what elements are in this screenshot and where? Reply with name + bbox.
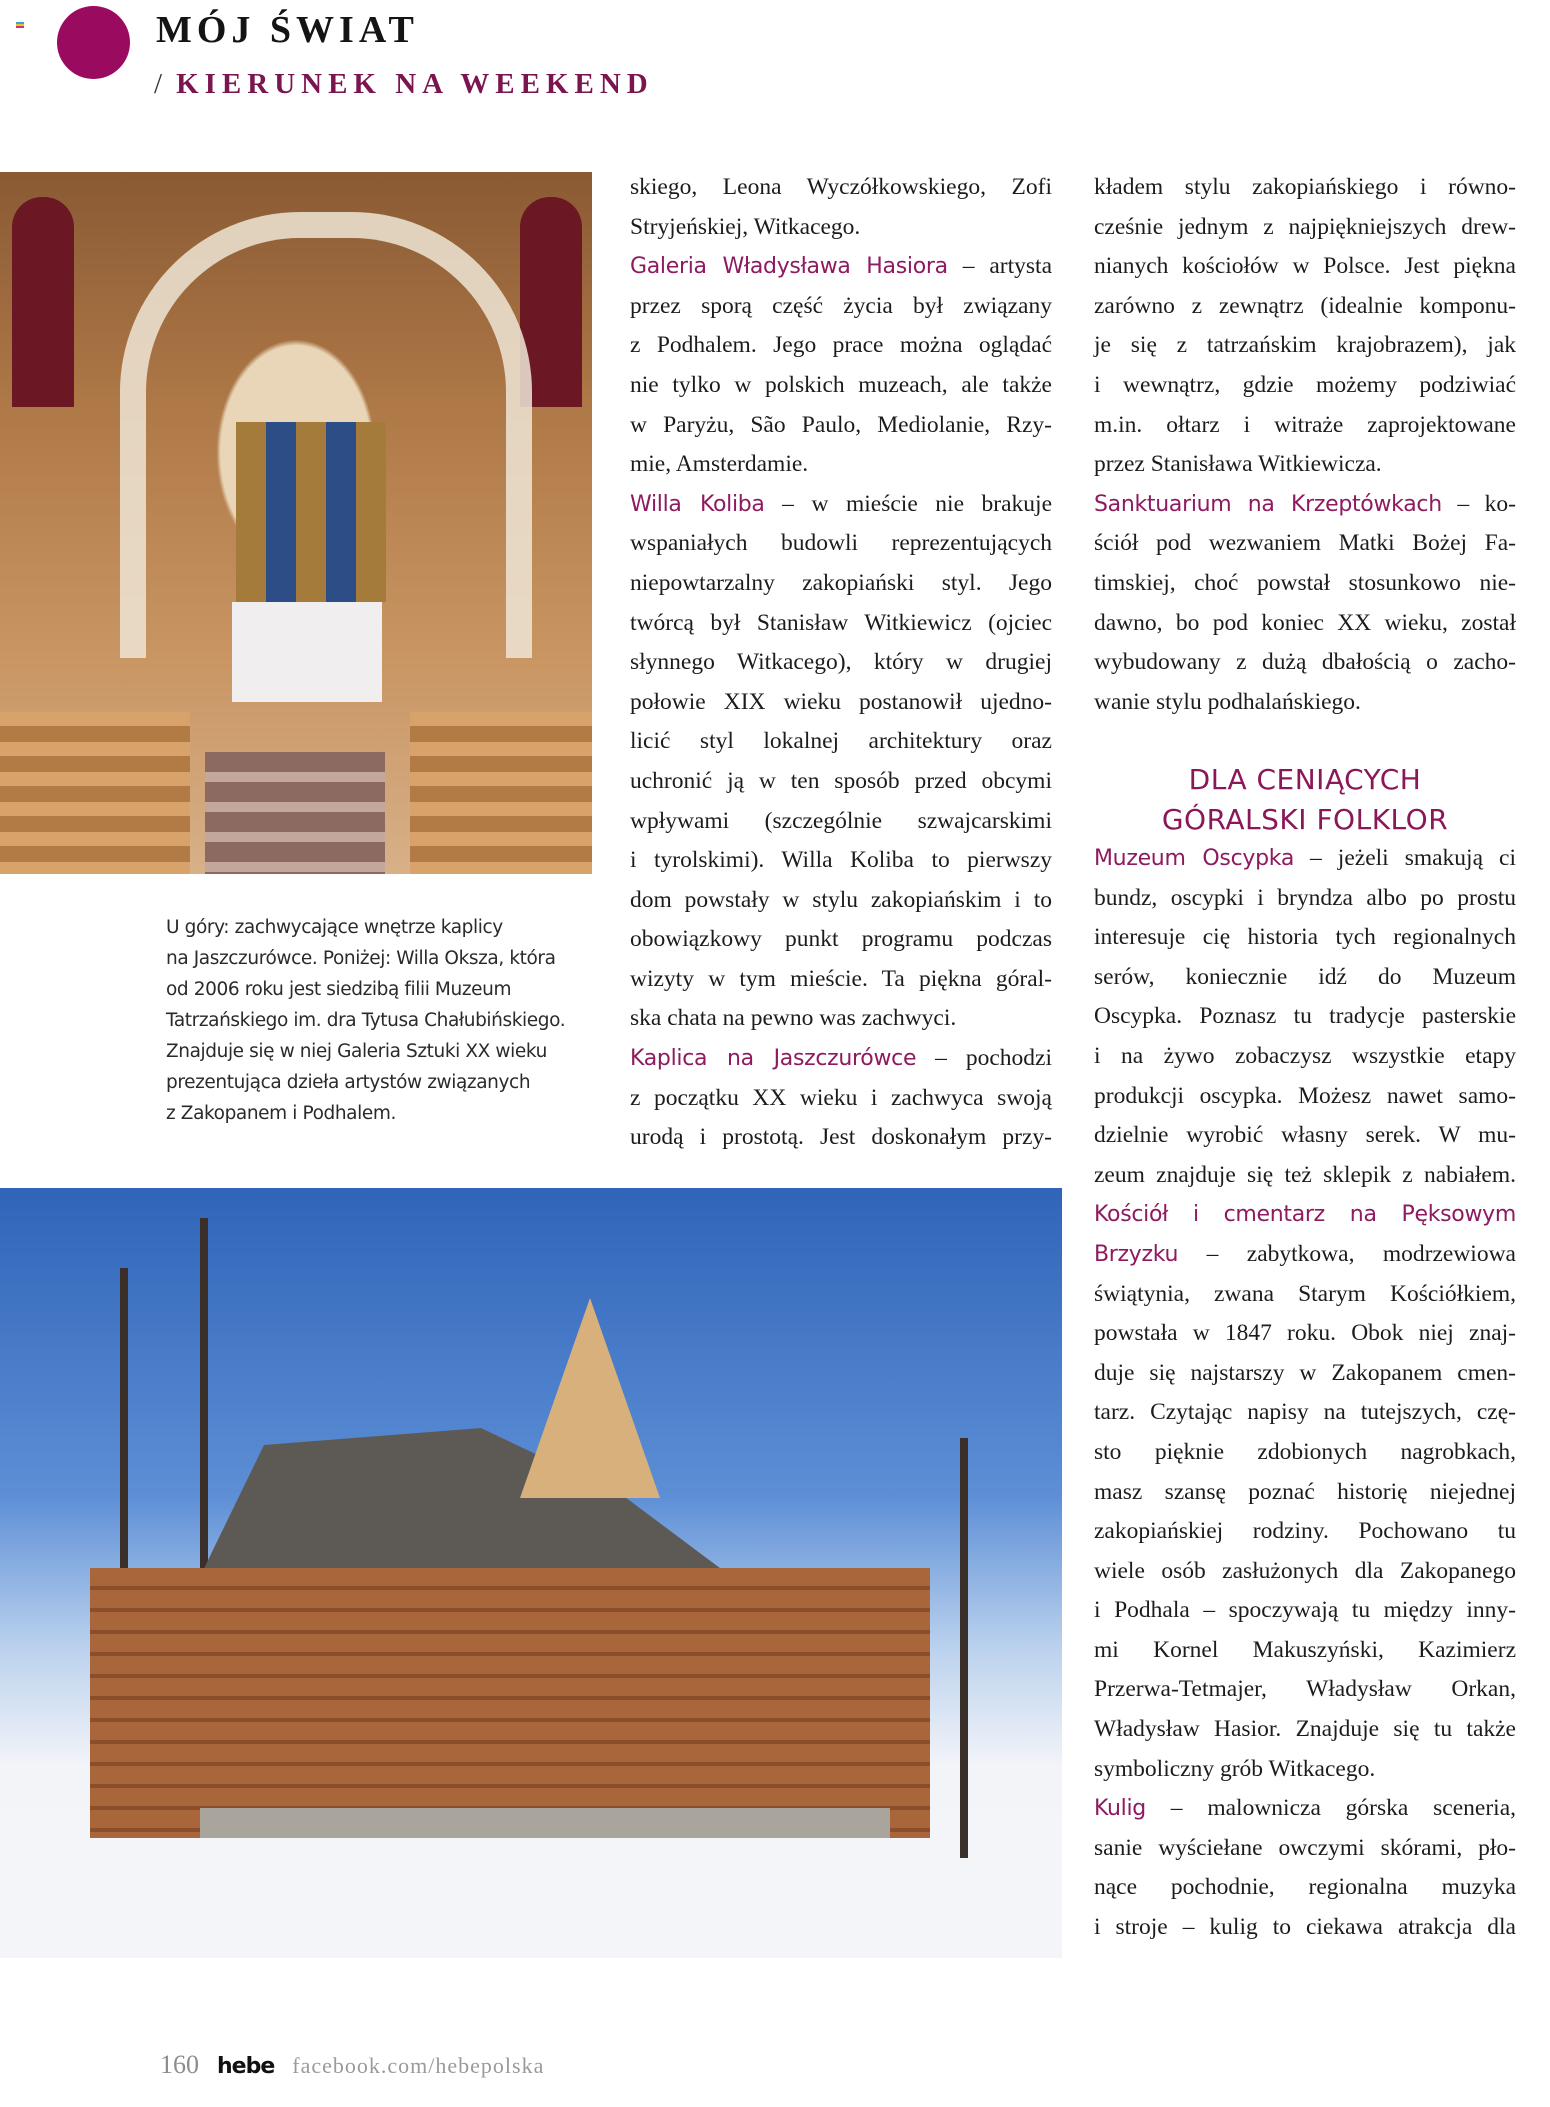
text-line xyxy=(1094,406,1516,446)
body-text: – w mieście nie brakuje xyxy=(764,490,1053,517)
text-line xyxy=(1094,879,1516,919)
text-line xyxy=(1094,1512,1516,1552)
body-text: przez Stanisława Witkiewicza. xyxy=(1094,451,1382,478)
body-text: zarówno z zewnątrz (idealnie komponu- xyxy=(1094,292,1516,319)
text-line xyxy=(1094,1750,1516,1790)
body-text: masz szansę poznać historię niejednej xyxy=(1094,1478,1516,1505)
chapel-interior-photo xyxy=(0,172,592,874)
text-line xyxy=(1094,485,1516,525)
text-line xyxy=(1094,1077,1516,1117)
text-line xyxy=(1094,247,1516,287)
body-text: twórcą był Stanisław Witkiewicz (ojciec xyxy=(630,609,1052,636)
print-crop-mark xyxy=(16,22,24,28)
text-line xyxy=(1094,643,1516,683)
body-text: niepowtarzalny zakopiański styl. Jego xyxy=(630,569,1052,596)
body-text: skiego, Leona Wyczółkowskiego, Zofi xyxy=(630,174,1052,200)
text-line xyxy=(630,999,1052,1039)
body-text: uchronić ją w ten sposób przed obcymi xyxy=(630,767,1052,794)
body-text: wybudowany z dużą dbałością o zacho- xyxy=(1094,649,1516,676)
body-text: tarz. Czytając napisy na tutejszych, czę- xyxy=(1094,1399,1516,1426)
subtitle-text: KIERUNEK NA WEEKEND xyxy=(176,68,654,100)
text-line xyxy=(630,643,1052,683)
section-heading xyxy=(1094,760,1516,840)
body-text: mi Kornel Makuszyński, Kazimierz xyxy=(1094,1636,1516,1663)
text-line xyxy=(1094,1473,1516,1513)
photo-detail xyxy=(12,197,74,407)
body-text: – ko- xyxy=(1441,490,1517,517)
photo-caption xyxy=(166,912,606,1129)
body-text: z Podhalem. Jego prace można oglądać xyxy=(630,332,1052,359)
body-text: nie tylko w polskich muzeach, ale także xyxy=(630,371,1052,398)
text-line xyxy=(1094,1037,1516,1077)
text-line xyxy=(630,604,1052,644)
text-line xyxy=(630,485,1052,525)
text-line xyxy=(630,920,1052,960)
text-line xyxy=(630,960,1052,1000)
body-text: Stryjeńskiej, Witkacego. xyxy=(630,213,861,240)
body-text: słynnego Witkacego), który w drugiej xyxy=(630,649,1052,676)
caption-line: Znajduje się w niej Galeria Sztuki XX wieku xyxy=(166,1041,547,1062)
entry-heading: Brzyzku xyxy=(1094,1241,1179,1267)
text-line xyxy=(1094,1591,1516,1631)
text-line xyxy=(1094,1631,1516,1671)
body-text: produkcji oscypka. Możesz nawet samo- xyxy=(1094,1082,1516,1109)
body-text: timskiej, choć powstał stosunkowo nie- xyxy=(1094,569,1516,596)
section-subtitle xyxy=(154,68,654,101)
body-text: i tyrolskimi). Willa Koliba to pierwszy xyxy=(630,847,1052,874)
body-text: przez sporą część życia był związany xyxy=(630,292,1052,319)
text-line xyxy=(1094,1670,1516,1710)
body-text: połowie XIX wieku postanowił ujedno- xyxy=(630,688,1052,715)
text-line xyxy=(630,683,1052,723)
caption-line: prezentująca dzieła artystów związanych xyxy=(166,1072,531,1093)
page-footer xyxy=(160,2050,544,2080)
body-text: interesuje cię historia tych regionalnych xyxy=(1094,924,1516,951)
text-line xyxy=(1094,1868,1516,1908)
body-text: powstała w 1847 roku. Obok niej znaj- xyxy=(1094,1320,1516,1347)
body-text: licić styl lokalnej architektury oraz xyxy=(630,728,1052,755)
body-text: – pochodzi xyxy=(916,1045,1052,1072)
body-text: ściół pod wezwaniem Matki Bożej Fa- xyxy=(1094,530,1516,557)
text-line xyxy=(1094,366,1516,406)
text-line xyxy=(1094,326,1516,366)
text-line xyxy=(1094,1710,1516,1750)
body-text: dzielnie wyrobić własny serek. W mu- xyxy=(1094,1122,1516,1149)
text-line xyxy=(630,722,1052,762)
body-text: dawno, bo pod koniec XX wieku, został xyxy=(1094,609,1516,636)
section-heading-line: GÓRALSKI FOLKLOR xyxy=(1161,803,1449,836)
body-text: wizyty w tym mieście. Ta piękna góral- xyxy=(630,965,1052,992)
body-text: je się z tatrzańskim krajobrazem), jak xyxy=(1094,332,1516,359)
entry-heading: Galeria Władysława Hasiora xyxy=(630,254,948,280)
body-text: serów, koniecznie idź do Muzeum xyxy=(1094,963,1516,990)
body-text: zeum znajduje się też sklepik z nabiałem. xyxy=(1094,1161,1516,1188)
photo-detail xyxy=(960,1438,968,1858)
text-line xyxy=(1094,1552,1516,1592)
text-line xyxy=(1094,1235,1516,1275)
photo-detail xyxy=(0,712,190,874)
body-text: urodą i prostotą. Jest doskonałym przy- xyxy=(630,1124,1052,1151)
text-line xyxy=(630,208,1052,248)
body-text: świątynia, zwana Starym Kościółkiem, xyxy=(1094,1280,1516,1307)
section-title: MÓJ ŚWIAT xyxy=(156,9,419,51)
body-text: duje się najstarszy w Zakopanem cmen- xyxy=(1094,1359,1516,1386)
body-text: nące pochodnie, regionalna muzyka xyxy=(1094,1874,1516,1901)
text-line xyxy=(630,762,1052,802)
text-line xyxy=(630,287,1052,327)
article-column-right-top xyxy=(1094,168,1516,722)
page-number: 160 xyxy=(160,2050,199,2079)
text-line xyxy=(1094,839,1516,879)
text-line xyxy=(1094,1433,1516,1473)
body-text: wiele osób zasłużonych dla Zakopanego xyxy=(1094,1557,1516,1584)
section-heading-line: DLA CENIĄCYCH xyxy=(1188,763,1422,796)
body-text: dom powstały w stylu zakopiańskim i to xyxy=(630,886,1052,913)
text-line xyxy=(1094,683,1516,723)
text-line xyxy=(630,1118,1052,1158)
body-text: Władysław Hasior. Znajduje się tu także xyxy=(1094,1716,1516,1743)
body-text: i stroje – kulig to ciekawa atrakcja dla xyxy=(1094,1914,1516,1941)
text-line xyxy=(630,168,1052,208)
text-line xyxy=(1094,1314,1516,1354)
body-text: Przerwa-Tetmajer, Władysław Orkan, xyxy=(1094,1676,1516,1703)
text-line xyxy=(1094,958,1516,998)
text-line xyxy=(1094,1789,1516,1829)
body-text: symboliczny grób Witkacego. xyxy=(1094,1755,1376,1782)
body-text: sto pięknie zdobionych nagrobkach, xyxy=(1094,1438,1516,1465)
text-line xyxy=(1094,208,1516,248)
text-line xyxy=(1094,1354,1516,1394)
text-line xyxy=(630,247,1052,287)
body-text: ska chata na pewno was zachwyci. xyxy=(630,1005,957,1032)
text-line xyxy=(1094,1393,1516,1433)
text-line xyxy=(1094,1116,1516,1156)
body-text: wpływami (szczególnie szwajcarskimi xyxy=(630,807,1052,834)
text-line xyxy=(1094,287,1516,327)
body-text: m.in. ołtarz i witraże zaprojektowane xyxy=(1094,411,1516,438)
caption-line: U góry: zachwycające wnętrze kaplicy xyxy=(166,917,503,938)
article-column-middle xyxy=(630,168,1052,1158)
text-line xyxy=(1094,604,1516,644)
body-text: – jeżeli smakują ci xyxy=(1294,845,1516,871)
body-text: nianych kościołów w Polsce. Jest piękna xyxy=(1094,253,1516,280)
body-text: cześnie jednym z najpiękniejszych drew- xyxy=(1094,213,1516,240)
entry-heading: Kulig xyxy=(1094,1796,1146,1822)
body-text: zakopiańskiej rodziny. Pochowano tu xyxy=(1094,1518,1516,1545)
body-text: obowiązkowy punkt programu podczas xyxy=(630,926,1052,953)
caption-line: na Jaszczurówce. Poniżej: Willa Oksza, która xyxy=(166,948,556,969)
body-text: Oscypka. Poznasz tu tradycje pasterskie xyxy=(1094,1003,1516,1030)
text-line xyxy=(630,366,1052,406)
photo-detail xyxy=(520,1298,660,1498)
text-line xyxy=(630,406,1052,446)
body-text: w Paryżu, São Paulo, Mediolanie, Rzy- xyxy=(630,411,1052,438)
caption-line: z Zakopanem i Podhalem. xyxy=(166,1103,396,1124)
body-text: wanie stylu podhalańskiego. xyxy=(1094,688,1361,715)
section-badge-circle xyxy=(57,6,130,79)
text-line xyxy=(630,445,1052,485)
text-line xyxy=(1094,1829,1516,1869)
text-line xyxy=(1094,997,1516,1037)
body-text: i wewnątrz, gdzie możemy podziwiać xyxy=(1094,371,1516,398)
entry-heading: Willa Koliba xyxy=(630,491,765,517)
text-line xyxy=(630,326,1052,366)
text-line xyxy=(630,802,1052,842)
text-line xyxy=(1094,1195,1516,1235)
entry-heading: Kościół i cmentarz na Pęksowym xyxy=(1094,1202,1516,1228)
photo-detail xyxy=(236,422,386,602)
body-text: kładem stylu zakopiańskiego i równo- xyxy=(1094,174,1516,200)
article-column-right-bottom xyxy=(1094,839,1516,1948)
body-text: i na żywo zobaczysz wszystkie etapy xyxy=(1094,1042,1516,1069)
text-line xyxy=(1094,524,1516,564)
body-text: bundz, oscypki i bryndza albo po prostu xyxy=(1094,884,1516,911)
facebook-link[interactable]: facebook.com/hebepolska xyxy=(292,2053,545,2078)
text-line xyxy=(1094,1275,1516,1315)
text-line xyxy=(1094,918,1516,958)
photo-detail xyxy=(0,1838,1062,1958)
body-text: z początku XX wieku i zachwyca swoją xyxy=(630,1084,1052,1111)
text-line xyxy=(1094,1908,1516,1948)
subtitle-slash: / xyxy=(154,68,169,100)
text-line xyxy=(630,1079,1052,1119)
body-text: – malownicza górska sceneria, xyxy=(1145,1795,1516,1822)
text-line xyxy=(630,524,1052,564)
text-line xyxy=(630,841,1052,881)
body-text: – artysta xyxy=(947,253,1052,280)
text-line xyxy=(1094,564,1516,604)
text-line xyxy=(1094,168,1516,208)
photo-detail xyxy=(410,712,592,874)
photo-detail xyxy=(232,602,382,702)
body-text: i Podhala – spoczywają tu między inny- xyxy=(1094,1597,1516,1624)
entry-heading: Muzeum Oscypka xyxy=(1094,846,1295,871)
caption-line: od 2006 roku jest siedzibą filii Muzeum xyxy=(166,979,512,1000)
body-text: – zabytkowa, modrzewiowa xyxy=(1178,1240,1516,1267)
caption-line: Tatrzańskiego im. dra Tytusa Chałubińskiego. xyxy=(166,1010,566,1031)
photo-detail xyxy=(205,752,385,874)
entry-heading: Sanktuarium na Krzeptówkach xyxy=(1094,491,1442,517)
text-line xyxy=(1094,445,1516,485)
body-text: sanie wyściełane owczymi skórami, pło- xyxy=(1094,1834,1516,1861)
text-line xyxy=(630,881,1052,921)
entry-heading: Kaplica na Jaszczurówce xyxy=(630,1046,917,1072)
text-line xyxy=(1094,1156,1516,1196)
text-line xyxy=(630,1039,1052,1079)
villa-oksza-photo xyxy=(0,1188,1062,1958)
body-text: wspaniałych budowli reprezentujących xyxy=(630,530,1052,557)
text-line xyxy=(630,564,1052,604)
body-text: mie, Amsterdamie. xyxy=(630,451,809,478)
brand-logo: hebe xyxy=(217,2054,275,2079)
